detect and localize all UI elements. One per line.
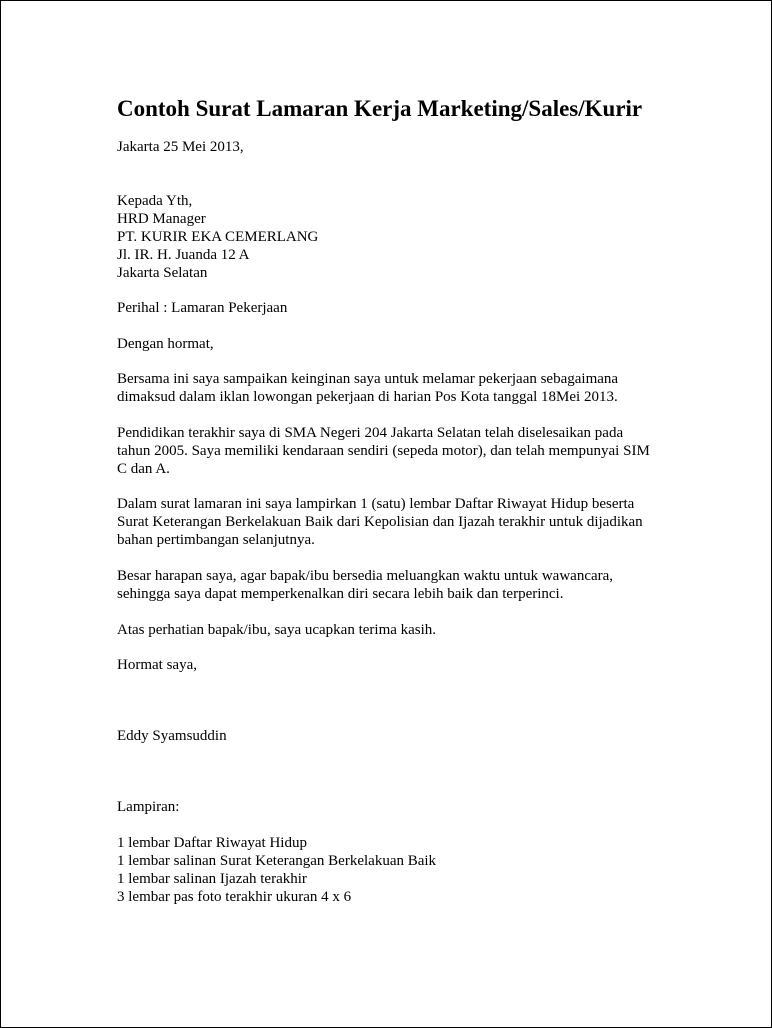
- signature-name: Eddy Syamsuddin: [117, 728, 227, 744]
- attachment-item: 3 lembar pas foto terakhir ukuran 4 x 6: [117, 889, 352, 905]
- attachment-item: 1 lembar salinan Surat Keterangan Berkelakuan Baik: [117, 853, 437, 869]
- closing-thanks: Atas perhatian bapak/ibu, saya ucapkan terima kasih.: [117, 622, 437, 638]
- paragraph-line: dimaksud dalam iklan lowongan pekerjaan di harian Pos Kota tanggal 18Mei 2013.: [117, 389, 618, 405]
- paragraph-line: C dan A.: [117, 461, 170, 477]
- paragraph-line: sehingga saya dapat memperkenalkan diri secara lebih baik dan terperinci.: [117, 586, 564, 602]
- recipient-line: Jakarta Selatan: [117, 265, 208, 281]
- attachments-label: Lampiran:: [117, 799, 180, 815]
- recipient-line: HRD Manager: [117, 211, 206, 227]
- recipient-line: Kepada Yth,: [117, 193, 193, 209]
- recipient-line: PT. KURIR EKA CEMERLANG: [117, 229, 319, 245]
- paragraph-line: bahan pertimbangan selanjutnya.: [117, 532, 315, 548]
- letter-salutation: Dengan hormat,: [117, 336, 214, 352]
- letter-date: Jakarta 25 Mei 2013,: [117, 139, 244, 155]
- paragraph-line: Pendidikan terakhir saya di SMA Negeri 204 Jakarta Selatan telah diselesaikan pada: [117, 425, 624, 441]
- attachment-item: 1 lembar Daftar Riwayat Hidup: [117, 835, 307, 851]
- paragraph-line: Besar harapan saya, agar bapak/ibu bersedia meluangkan waktu untuk wawancara,: [117, 568, 614, 584]
- letter-subject: Perihal : Lamaran Pekerjaan: [117, 300, 288, 316]
- paragraph-line: Dalam surat lamaran ini saya lampirkan 1 (satu) lembar Daftar Riwayat Hidup beserta: [117, 496, 635, 512]
- paragraph-line: Bersama ini saya sampaikan keinginan saya untuk melamar pekerjaan sebagaimana: [117, 371, 619, 387]
- letter-closing: Hormat saya,: [117, 657, 197, 673]
- paragraph-line: Surat Keterangan Berkelakuan Baik dari Kepolisian dan Ijazah terakhir untuk dijadikan: [117, 514, 643, 530]
- paragraph-line: tahun 2005. Saya memiliki kendaraan sendiri (sepeda motor), dan telah mempunyai SIM: [117, 443, 650, 459]
- letter-title: Contoh Surat Lamaran Kerja Marketing/Sales/Kurir: [117, 96, 643, 121]
- attachment-item: 1 lembar salinan Ijazah terakhir: [117, 871, 307, 887]
- recipient-line: Jl. IR. H. Juanda 12 A: [117, 247, 250, 263]
